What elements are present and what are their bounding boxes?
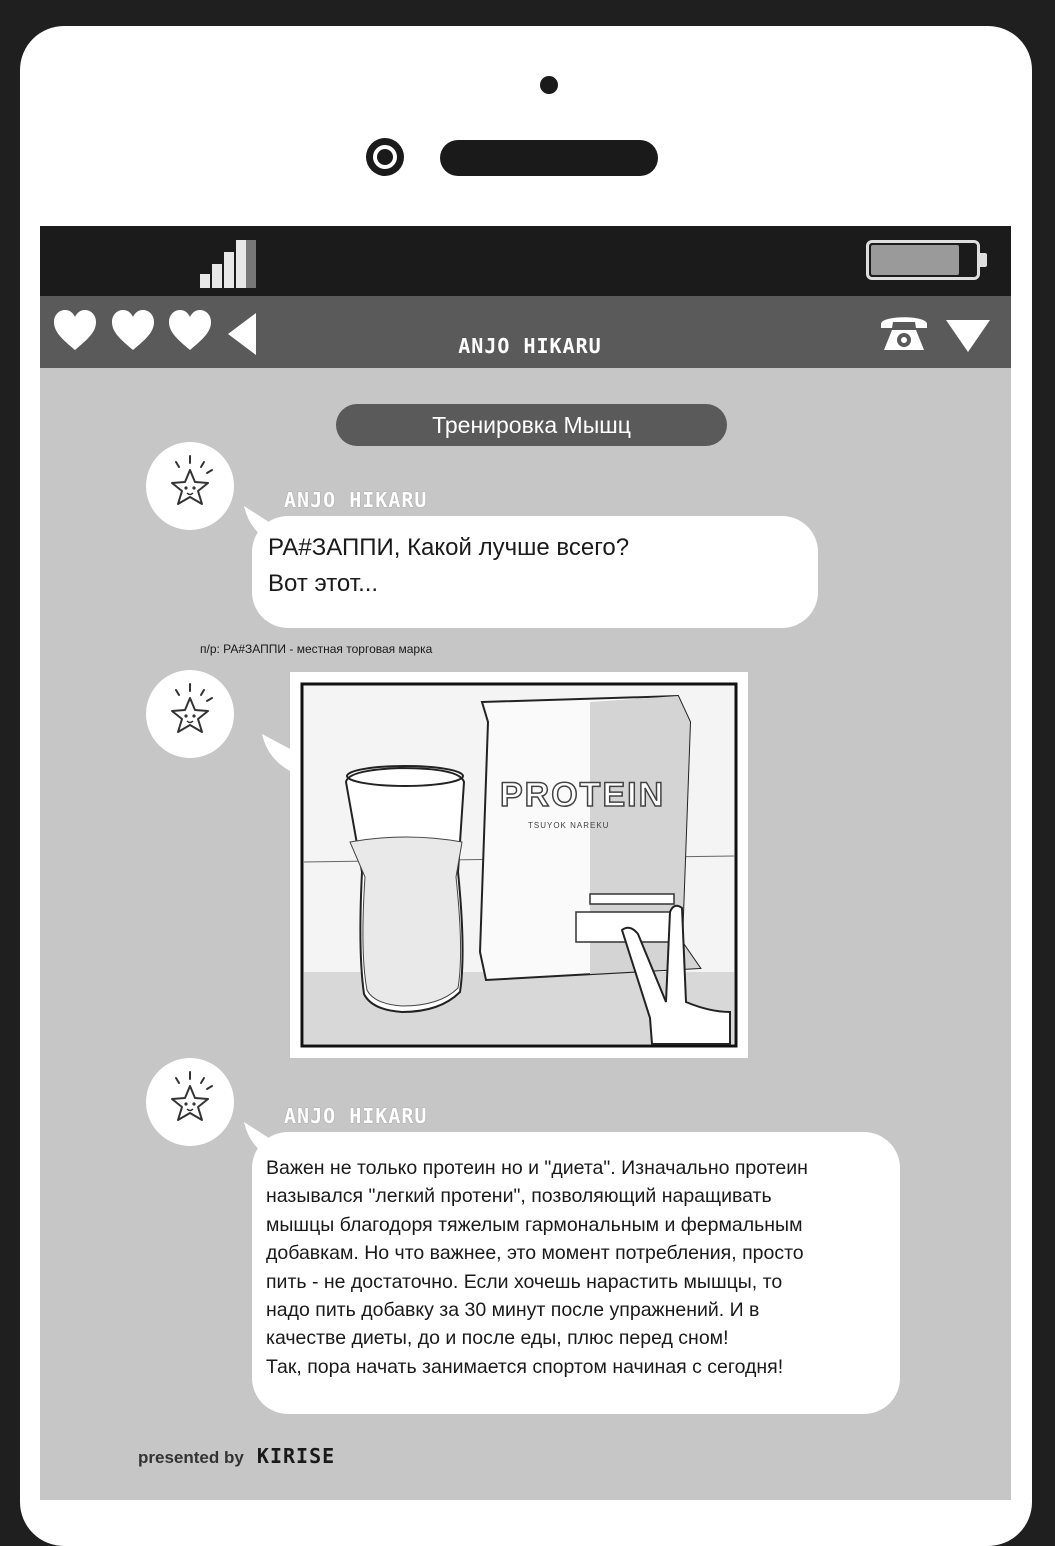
message-text: качестве диеты, до и после еды, плюс перед сном! xyxy=(266,1327,729,1350)
status-bar xyxy=(40,226,1011,296)
protein-photo xyxy=(290,672,748,1058)
message-text: назывался "легкий протени", позволяющий наращивать xyxy=(266,1185,772,1208)
star-avatar-icon xyxy=(146,442,234,530)
heart-icon xyxy=(110,308,156,354)
earpiece-speaker xyxy=(440,140,658,176)
sender-name: ANJO HIKARU xyxy=(284,488,428,512)
message-text: РА#ЗАППИ, Какой лучше всего? xyxy=(268,534,630,561)
image-product-label: PROTEIN xyxy=(500,776,666,814)
heart-icon xyxy=(52,308,98,354)
phone-screen xyxy=(40,226,1011,1500)
image-product-sublabel: TSUYOK NAREKU xyxy=(528,821,610,830)
message-text: пить - не достаточно. Если хочешь нарастить мышцы, то xyxy=(266,1270,783,1293)
sender-name: ANJO HIKARU xyxy=(284,1104,428,1128)
star-avatar-icon xyxy=(146,1058,234,1146)
star-avatar-icon xyxy=(146,670,234,758)
message-bubble xyxy=(252,516,818,628)
heart-icon xyxy=(167,308,213,354)
avatar[interactable] xyxy=(146,670,234,758)
message-bubble xyxy=(252,1132,900,1414)
credit-name: KIRISE xyxy=(256,1444,336,1468)
chat-title: ANJO HIKARU xyxy=(458,334,602,358)
message-text: добавкам. Но что важнее, это момент потребления, просто xyxy=(266,1242,804,1265)
message-text: надо пить добавку за 30 минут после упражнений. И в xyxy=(266,1299,760,1322)
dropdown-icon[interactable] xyxy=(946,320,990,352)
topic-label: Тренировка Мышц xyxy=(336,404,727,446)
battery-icon xyxy=(866,240,984,280)
message-text: мышцы благодоря тяжелым гармональным и фермальным xyxy=(266,1213,803,1236)
presented-by-label: presented by xyxy=(138,1448,244,1467)
avatar[interactable] xyxy=(146,442,234,530)
front-camera xyxy=(366,138,404,176)
message-text: Важен не только протеин но и "диета". Изначально протеин xyxy=(266,1157,808,1179)
footer-credit xyxy=(138,1444,335,1468)
signal-icon xyxy=(200,240,260,288)
translator-note: п/р: РА#ЗАППИ - местная торговая марка xyxy=(200,642,433,656)
back-arrow-icon[interactable] xyxy=(228,313,258,355)
image-message[interactable] xyxy=(290,672,748,1058)
message-text: Так, пора начать занимается спортом начиная с сегодня! xyxy=(266,1355,784,1378)
chat-header xyxy=(40,296,1011,368)
phone-icon[interactable] xyxy=(878,310,930,354)
avatar[interactable] xyxy=(146,1058,234,1146)
message-text: Вот этот... xyxy=(268,570,379,597)
proximity-sensor xyxy=(540,76,558,94)
